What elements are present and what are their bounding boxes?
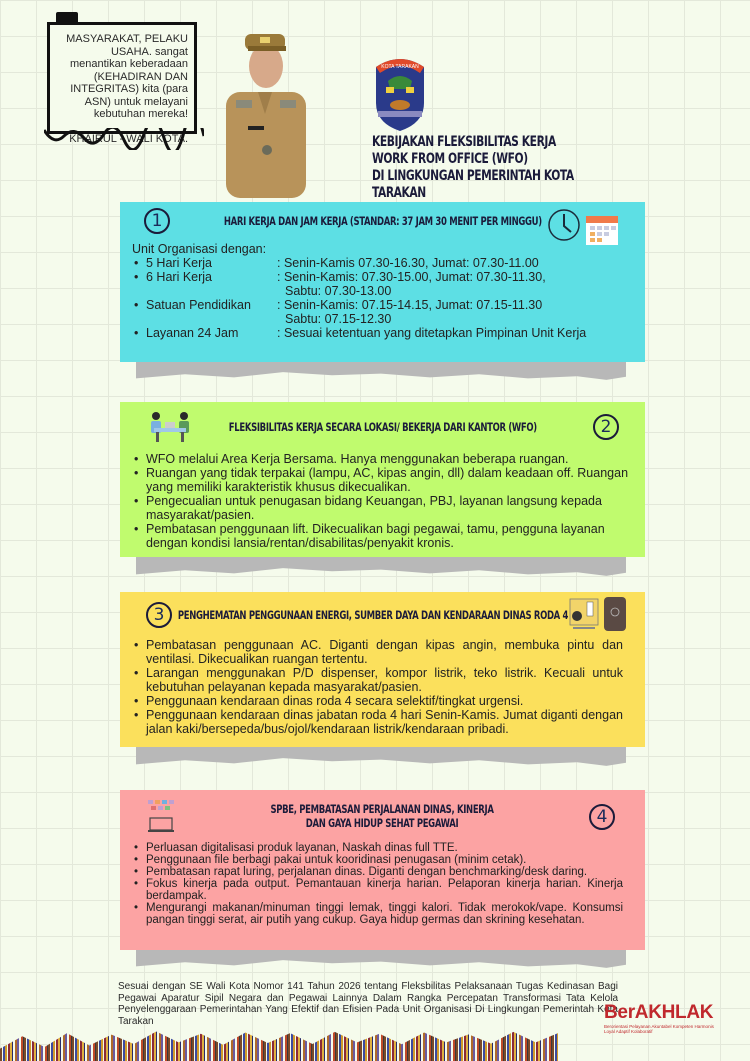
section-title: FLEKSIBILITAS KERJA SECARA LOKASI/ BEKERJA DARI KANTOR (WFO) (228, 420, 537, 434)
section-number-badge: 1 (144, 208, 170, 234)
schedule-intro: Unit Organisasi dengan: (132, 242, 267, 256)
brand-tagline: Berorientasi Pelayanan Akuntabel Kompeten Harmonis Loyal Adaptif Kolaboratif (604, 1024, 714, 1034)
schedule-label: • Layanan 24 Jam (132, 326, 277, 340)
schedule-row (132, 298, 633, 326)
list-item: • Pembatasan penggunaan AC. Diganti dengan kipas angin, membuka pintu dan ventilasi. Dikecualikan ruangan tertentu. (132, 638, 623, 666)
schedule-row (132, 256, 633, 270)
section-spbe-performance (120, 790, 645, 950)
title-line-1: KEBIJAKAN FLEKSIBILITAS KERJA (372, 134, 556, 150)
list-item: • Penggunaan kendaraan dinas jabatan roda 4 hari Senin-Kamis. Jumat diganti dengan jalan kaki/bersepeda/bus/ojol/kendaraan listrik/kendaraan pribadi. (132, 708, 623, 736)
schedule-value: : Sesuai ketentuan yang ditetapkan Pimpinan Unit Kerja (277, 326, 587, 340)
device-icon (603, 596, 627, 632)
list-item: • Penggunaan file berbagi pakai untuk kooridinasi penugasan (minim cetak). (132, 854, 623, 866)
section-wfo-location (120, 402, 645, 557)
list-item: • Pengecualian untuk penugasan bidang Keuangan, PBJ, layanan langsung kepada masyarakat/pasien. (132, 494, 633, 522)
title-line-2: WORK FROM OFFICE (WFO) (372, 151, 528, 167)
schedule-value-cont: Sabtu: 07.30-13.00 (285, 284, 392, 298)
schedule-row (132, 326, 633, 340)
schedule-label: • 6 Hari Kerja (132, 270, 277, 298)
schedule-value-cont: Sabtu: 07.15-12.30 (285, 312, 392, 326)
section-energy-saving (120, 592, 645, 747)
section-title-line: DAN GAYA HIDUP SEHAT PEGAWAI (306, 816, 459, 830)
coworking-people-icon (148, 410, 192, 444)
section-title-line: SPBE, PEMBATASAN PERJALANAN DINAS, KINERJA (270, 802, 495, 816)
digital-devices-icon (146, 798, 178, 836)
legal-basis-note: Sesuai dengan SE Wali Kota Nomor 141 Tahun 2026 tentang Fleksbilitas Pelaksanaan Tugas Kedinasan Bagi Pegawai Aparatur Sipil Negara dan Pegawai Lainnya Dalam Rangka Percepatan Transformasi Tata Kelola Penyelenggaraan Pemerintahan Yang Efektif dan Efisien Pada Unit Organisasi Di Lingkungan Pemerintah Kota Tarakan (118, 981, 618, 1027)
list-item: • Pembatasan penggunaan lift. Dikecualikan bagi pegawai, tamu, pengguna layanan dengan kondisi lansia/rentan/disabilitas/penyakit kronis. (132, 522, 633, 550)
section-title: HARI KERJA DAN JAM KERJA (STANDAR: 37 JAM 30 MENIT PER MINGGU) (223, 214, 542, 228)
section-title (271, 802, 494, 830)
bullet-list (132, 638, 633, 736)
schedule-value: : Senin-Kamis: 07.15-14.15, Jumat: 07.15-11.30 (277, 298, 543, 312)
bookshelf-decoration (0, 1030, 558, 1061)
list-item: • Pembatasan rapat luring, perjalanan dinas. Diganti dengan benchmarking/desk daring. (132, 866, 623, 878)
berakhlak-logo (604, 1002, 714, 1034)
list-item: • WFO melalui Area Kerja Bersama. Hanya menggunakan beberapa ruangan. (132, 452, 633, 466)
schedule-value: : Senin-Kamis 07.30-16.30, Jumat: 07.30-11.00 (277, 256, 539, 270)
energy-poster-icon (569, 598, 599, 632)
mayor-quote-box (47, 22, 197, 145)
section-working-hours (120, 202, 645, 362)
clock-icon (547, 208, 581, 242)
brand-name: BerAKHLAK (604, 1002, 714, 1023)
list-item: • Mengurangi makanan/minuman tinggi lemak, tinggi kalori. Tidak merokok/vape. Konsumsi pangan tinggi serat, air putih yang cukup. Gaya hidup germas dan skrining kesehatan. (132, 902, 623, 926)
bullet-list (132, 842, 633, 926)
svg-text:KOTA TARAKAN: KOTA TARAKAN (381, 64, 419, 70)
quote-text: MASYARAKAT, PELAKU USAHA. sangat menantikan keberadaan (KEHADIRAN DAN INTEGRITAS) kita (para ASN) untuk melayani kebutuhan mereka! (66, 33, 188, 120)
schedule-label: • 5 Hari Kerja (132, 256, 277, 270)
schedule-row (132, 270, 633, 298)
schedule-value: : Senin-Kamis: 07.30-15.00, Jumat: 07.30-11.30, (277, 270, 546, 284)
title-line-3: DI LINGKUNGAN PEMERINTAH KOTA TARAKAN (372, 168, 574, 201)
bullet-list (132, 452, 633, 550)
list-item: • Fokus kinerja pada output. Pemantauan kinerja harian. Pelaporan kinerja harian. Kinerja berdampak. (132, 878, 623, 902)
calendar-icon (585, 212, 619, 246)
schedule-label: • Satuan Pendidikan (132, 298, 277, 326)
mayor-photo (222, 22, 308, 198)
list-item: • Larangan menggunakan P/D dispenser, kompor listrik, teko listrik. Kecuali untuk kebutuhan pelayanan kepada masyarakat/pasien. (132, 666, 623, 694)
section-title: PENGHEMATAN PENGGUNAAN ENERGI, SUMBER DAYA DAN KENDARAAN DINAS RODA 4 (177, 608, 568, 622)
section-number-badge: 3 (146, 602, 172, 628)
page-title (372, 134, 618, 202)
quote-signature: KHAIRUL - WALI KOTA. (69, 132, 188, 145)
list-item: • Perluasan digitalisasi produk layanan, Naskah dinas full TTE. (132, 842, 623, 854)
kota-tarakan-emblem-icon (370, 53, 430, 131)
torn-paper-edge-icon (44, 128, 204, 150)
section-number-badge: 4 (589, 804, 615, 830)
list-item: • Ruangan yang tidak terpakai (lampu, AC, kipas angin, dll) dalam keadaan off. Ruangan yang memiliki karakteristik khusus dikecualikan. (132, 466, 633, 494)
list-item: • Penggunaan kendaraan dinas roda 4 secara selektif/tingkat urgensi. (132, 694, 623, 708)
section-number-badge: 2 (593, 414, 619, 440)
